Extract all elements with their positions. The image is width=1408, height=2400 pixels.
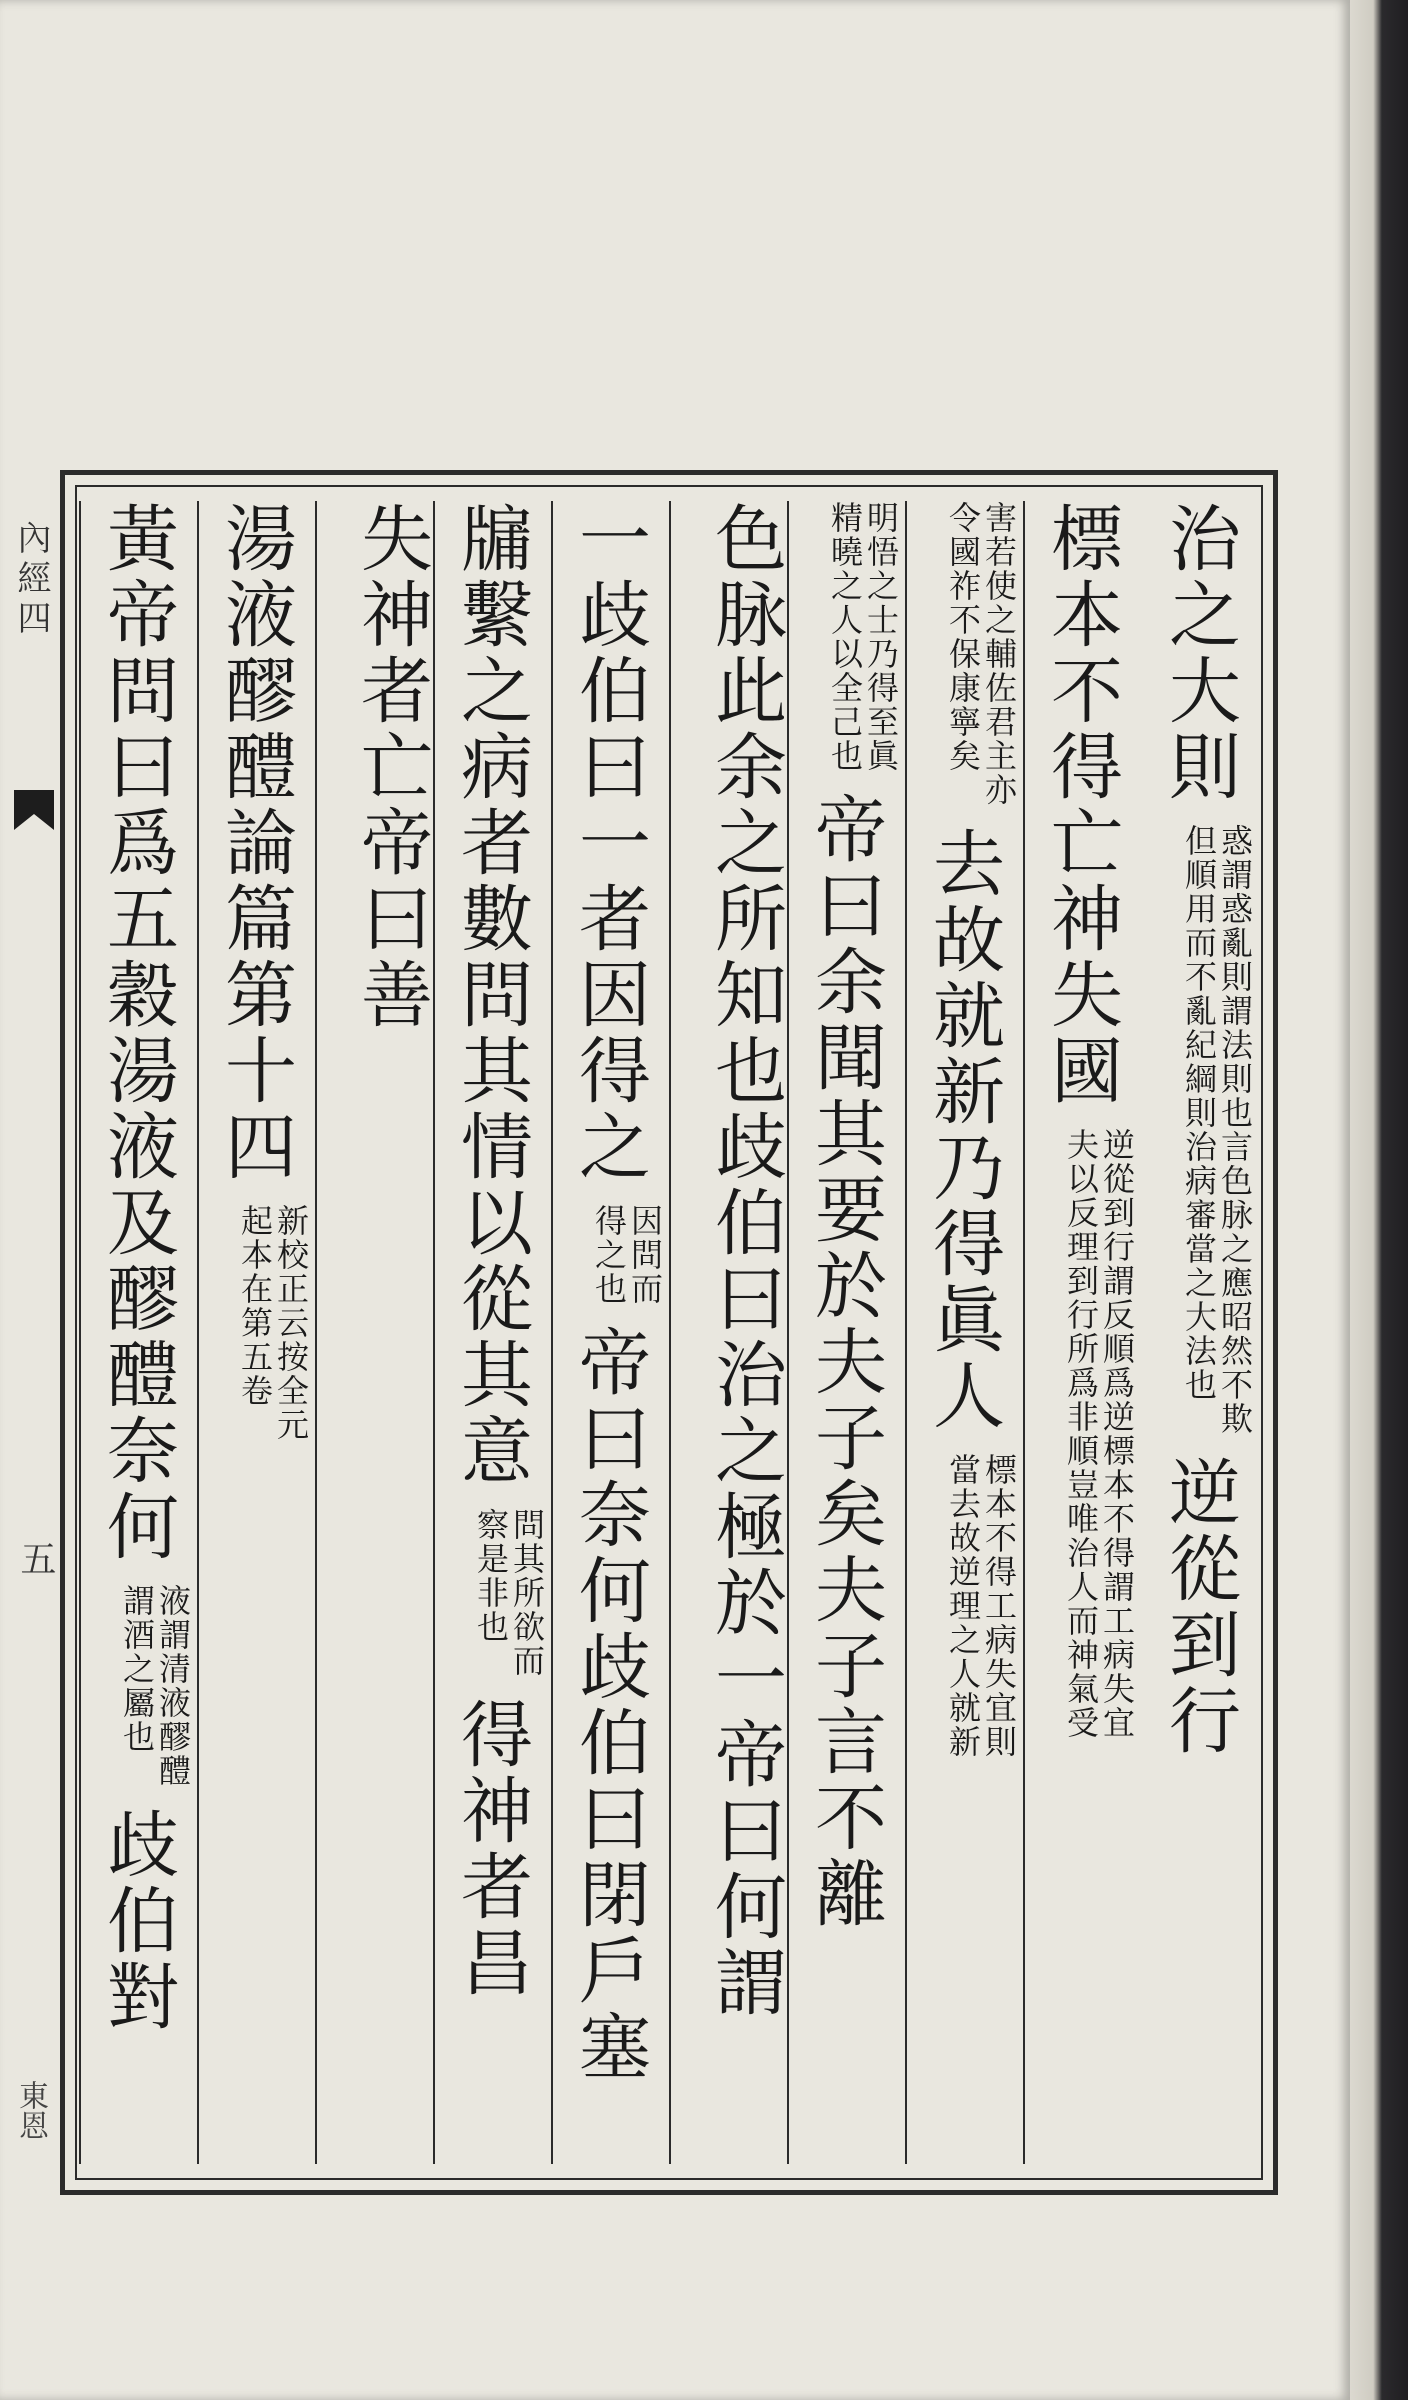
main-text: 一歧伯曰一者因得之 xyxy=(567,501,651,1185)
commentary-line: 精曉之人以全己也 xyxy=(826,501,864,773)
main-text: 逆從到行 xyxy=(1157,1455,1241,1759)
folio-collection-mark: 東恩 xyxy=(13,2080,48,2140)
commentary-line: 謂酒之屬也 xyxy=(118,1584,156,1754)
column-text xyxy=(95,501,192,2164)
commentary-line: 但順用而不亂紀綱則治病審當之大法也 xyxy=(1180,824,1218,1402)
text-column-8 xyxy=(315,501,435,2164)
column-text xyxy=(567,501,664,2164)
commentary-line: 得之也 xyxy=(590,1204,628,1306)
main-text: 治之大則 xyxy=(1157,501,1241,805)
commentary-line: 起本在第五卷 xyxy=(236,1204,274,1408)
commentary-note xyxy=(237,1204,309,1442)
commentary-line: 液謂清液醪醴 xyxy=(154,1584,192,1788)
main-text: 標本不得亡神失國 xyxy=(1039,501,1123,1109)
text-column-4 xyxy=(787,501,907,2164)
commentary-line: 察是非也 xyxy=(472,1508,510,1644)
commentary-line: 逆從到行謂反順爲逆標本不得謂工病失宜 xyxy=(1098,1128,1136,1740)
folio-leaf-number: 五 xyxy=(15,1540,56,1576)
main-text: 歧伯對 xyxy=(95,1807,179,2035)
main-text: 去故就新乃得眞人 xyxy=(921,826,1005,1434)
text-column-1 xyxy=(1143,501,1261,2164)
column-text xyxy=(803,501,900,2164)
commentary-line: 當去故逆理之人就新 xyxy=(944,1453,982,1759)
commentary-line: 惑謂惑亂則謂法則也言色脉之應昭然不欺 xyxy=(1216,824,1254,1436)
commentary-line: 因問而 xyxy=(626,1204,664,1306)
commentary-note xyxy=(119,1584,191,1788)
commentary-note xyxy=(827,501,899,773)
commentary-note xyxy=(591,1204,663,1306)
commentary-line: 令國祚不保康寧矣 xyxy=(944,501,982,773)
text-column-2 xyxy=(1023,501,1143,2164)
text-column-6 xyxy=(551,501,671,2164)
text-column-10 xyxy=(79,501,199,2164)
main-text: 色脉此余之所知也歧伯曰治之極於一帝曰何謂 xyxy=(703,501,787,2021)
commentary-line: 夫以反理到行所爲非順豈唯治人而神氣受 xyxy=(1062,1128,1100,1740)
chapter-title: 湯液醪醴論篇第十四 xyxy=(213,501,297,1185)
folio-book-title: 內經四 xyxy=(11,520,51,640)
column-text xyxy=(1039,501,1136,2164)
column-text xyxy=(449,501,546,2164)
text-column-9 xyxy=(197,501,317,2164)
column-text xyxy=(1157,501,1254,2164)
text-column-7 xyxy=(433,501,553,2164)
main-text: 失神者亡帝曰善 xyxy=(349,501,433,1033)
commentary-line: 害若使之輔佐君主亦 xyxy=(980,501,1018,807)
commentary-note xyxy=(473,1508,545,1678)
text-column-3 xyxy=(905,501,1025,2164)
column-text xyxy=(703,501,787,2164)
commentary-line: 問其所欲而 xyxy=(508,1508,546,1678)
book-edge xyxy=(1350,0,1408,2400)
commentary-note xyxy=(945,501,1017,807)
commentary-note xyxy=(1063,1128,1135,1740)
text-column-5 xyxy=(669,501,789,2164)
column-text xyxy=(349,501,433,2164)
text-frame-inner xyxy=(75,485,1263,2180)
main-text: 黃帝問曰爲五穀湯液及醪醴奈何 xyxy=(95,501,179,1565)
commentary-line: 新校正云按全元 xyxy=(272,1204,310,1442)
commentary-note xyxy=(1181,824,1253,1436)
main-text: 帝曰余聞其要於夫子矣夫子言不離 xyxy=(803,792,887,1932)
commentary-line: 明悟之士乃得至眞 xyxy=(862,501,900,773)
commentary-line: 標本不得工病失宜則 xyxy=(980,1453,1018,1759)
text-frame xyxy=(60,470,1278,2195)
main-text: 牖繫之病者數問其情以從其意 xyxy=(449,501,533,1489)
main-text: 得神者昌 xyxy=(449,1697,533,2001)
column-text xyxy=(921,501,1018,2164)
commentary-note xyxy=(945,1453,1017,1759)
column-text xyxy=(213,501,310,2164)
main-text: 帝曰奈何歧伯曰閉戶塞 xyxy=(567,1325,651,2085)
